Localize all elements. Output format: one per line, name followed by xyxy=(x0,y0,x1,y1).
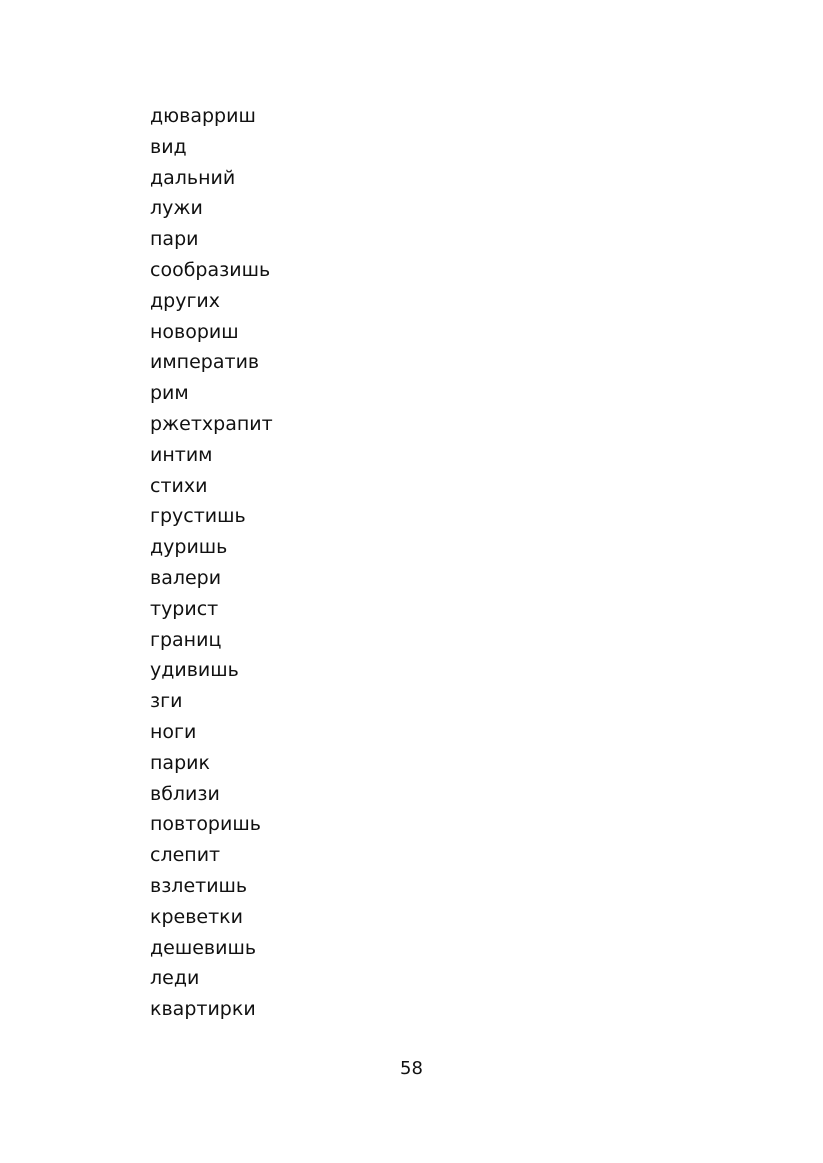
word-line: сообразишь xyxy=(150,258,271,281)
word-line: вблизи xyxy=(150,782,220,805)
word-list xyxy=(150,101,273,1025)
word-line: дешевишь xyxy=(150,936,257,959)
word-line: слепит xyxy=(150,844,221,867)
page-number: 58 xyxy=(400,1058,423,1079)
word-line: императив xyxy=(150,351,260,374)
word-line: лужи xyxy=(150,197,203,220)
word-line: квартирки xyxy=(150,998,256,1021)
word-line: повторишь xyxy=(150,813,261,836)
word-line: дуришь xyxy=(150,536,228,559)
word-line: грустишь xyxy=(150,505,246,528)
word-line: пари xyxy=(150,228,199,251)
word-line: парик xyxy=(150,751,210,774)
word-line: стихи xyxy=(150,474,208,497)
word-line: рим xyxy=(150,382,189,405)
word-line: вид xyxy=(150,135,187,158)
word-line: креветки xyxy=(150,905,244,928)
word-line: удивишь xyxy=(150,659,239,682)
word-line: ноги xyxy=(150,720,197,743)
word-line: границ xyxy=(150,628,222,651)
word-line: леди xyxy=(150,967,200,990)
word-line: дальний xyxy=(150,166,236,189)
word-line: интим xyxy=(150,443,213,466)
word-line: взлетишь xyxy=(150,874,248,897)
word-line: валери xyxy=(150,566,222,589)
word-line: дюварриш xyxy=(150,105,256,127)
word-line: других xyxy=(150,289,221,312)
word-line: турист xyxy=(150,597,219,620)
word-line: новориш xyxy=(150,320,239,343)
word-line: зги xyxy=(150,690,183,713)
word-line: ржетхрапит xyxy=(150,412,273,435)
